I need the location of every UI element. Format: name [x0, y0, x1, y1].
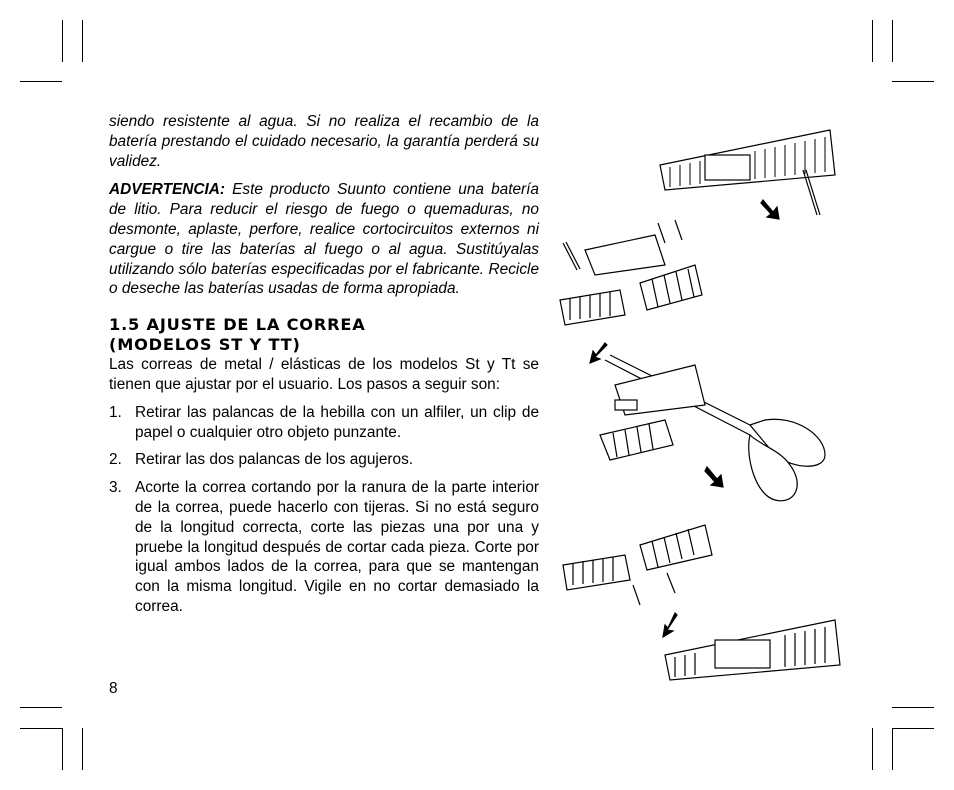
step-text: Retirar las palancas de la hebilla con un alfiler, un clip de papel o cualquier otro objeto punzante. [135, 403, 539, 441]
crop-mark [20, 707, 62, 708]
step-text: Retirar las dos palancas de los agujeros. [135, 451, 414, 469]
crop-mark [892, 707, 934, 708]
strap-adjustment-illustration [555, 115, 845, 690]
warning-paragraph [109, 180, 539, 299]
arrow-icon [705, 467, 723, 487]
arrow-icon [590, 343, 607, 363]
crop-mark [62, 728, 63, 770]
disassembled-strap-illustration [560, 220, 702, 325]
step-number: 2. [109, 451, 122, 469]
arrow-icon [761, 200, 779, 219]
step-item [109, 478, 539, 617]
crop-mark [892, 728, 893, 770]
section-intro: Las correas de metal / elásticas de los modelos St y Tt se tienen que ajustar por el usuario. Los pasos a seguir son: [109, 356, 539, 393]
strap-with-pin-illustration [660, 130, 835, 215]
step-item [109, 450, 539, 470]
crop-mark [20, 728, 62, 729]
crop-mark [892, 728, 934, 729]
crop-mark [62, 20, 63, 62]
crop-mark [872, 728, 873, 770]
crop-mark [82, 20, 83, 62]
page-number: 8 [109, 680, 118, 697]
warranty-paragraph: siendo resistente al agua. Si no realiza el recambio de la batería prestando el cuidado necesario, la garantía perderá su validez. [109, 113, 539, 170]
arrow-icon [663, 613, 677, 637]
crop-mark [892, 20, 893, 62]
step-number: 1. [109, 403, 122, 421]
crop-mark [892, 81, 934, 82]
reassembled-strap-illustration [563, 525, 840, 680]
warning-text: Este producto Suunto contiene una batería de litio. Para reducir el riesgo de fuego o quemaduras, no desmonte, aplaste, perfore, realice cortocircuitos externos ni cargue o tire las baterías al fuego o al agua. Sustitúyalas utilizando sólo baterías especificadas por el fabricante. Recicle o deseche las baterías usadas de forma apropiada. [109, 181, 539, 298]
crop-mark [20, 81, 62, 82]
section-title-line2: (MODELOS ST Y TT) [109, 335, 301, 355]
step-number: 3. [109, 479, 122, 497]
warning-label: ADVERTENCIA: [109, 181, 226, 199]
section-heading [109, 315, 539, 355]
crop-mark [82, 728, 83, 770]
step-item [109, 403, 539, 443]
text-column [109, 112, 539, 617]
section-title-line1: 1.5 AJUSTE DE LA CORREA [109, 315, 366, 335]
step-text: Acorte la correa cortando por la ranura de la parte interior de la correa, puede hacerlo con tijeras. Si no está seguro de la longitud correcta, corte las piezas una por una y pruebe la longitud después de cortar cada pieza. Corte por igual ambos lados de la correa, para que se mantengan con la misma longitud. Vigile en no cortar demasiado la correa. [135, 479, 539, 615]
crop-mark [872, 20, 873, 62]
